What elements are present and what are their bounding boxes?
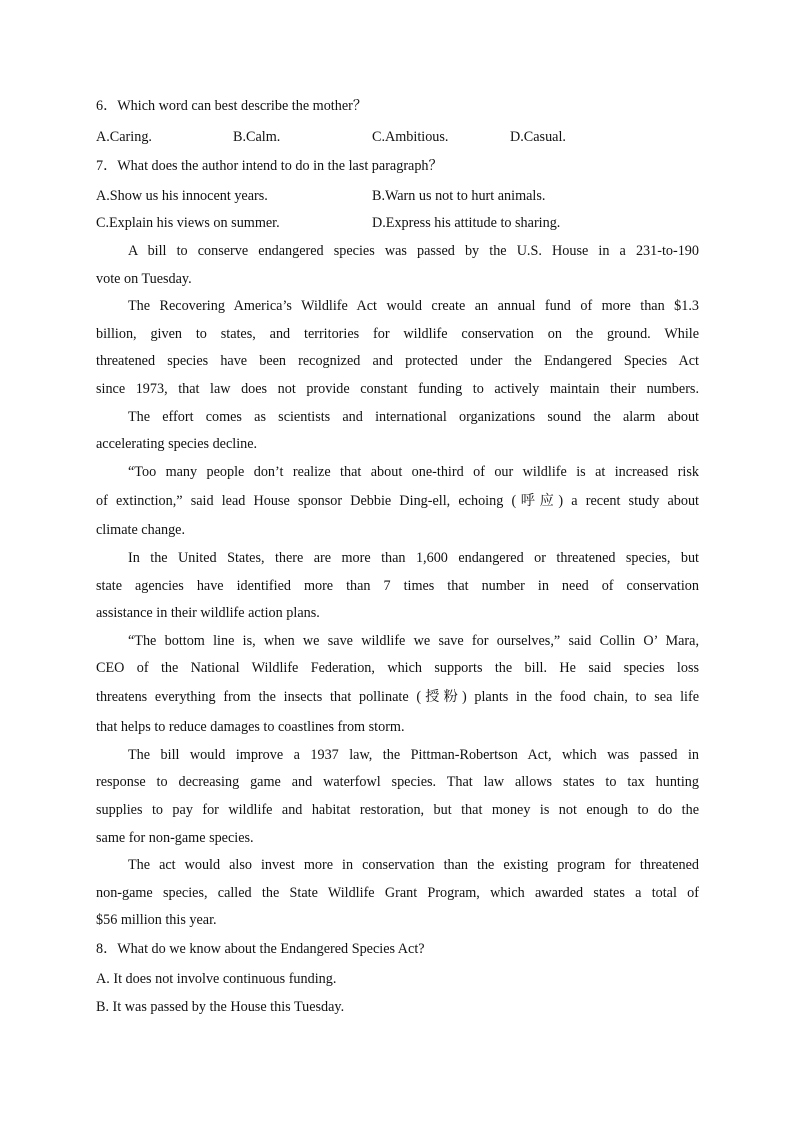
passage-p8-line-2: non-game species, called the State Wildlife Grant Program, which awarded states a total of [96,885,699,901]
q6-option-d: D.Casual. [510,129,566,145]
passage-p7-line-2: response to decreasing game and waterfowl species. That law allows states to tax hunting [96,774,699,790]
passage-p8-line-3: $56 million this year. [96,912,217,928]
passage-p2-line-1: The Recovering America’s Wildlife Act would create an annual fund of more than $1.3 [128,298,699,314]
passage-p5-line-2: state agencies have identified more than 7 times that number in need of conservation [96,578,699,594]
q7-option-a: A.Show us his innocent years. [96,188,268,204]
q7-option-d: D.Express his attitude to sharing. [372,215,561,231]
passage-p3-line-2: accelerating species decline. [96,436,258,452]
passage-p4-line-3: climate change. [96,522,186,538]
passage-p6-line-2: CEO of the National Wildlife Federation, which supports the bill. He said species loss [96,660,699,676]
passage-p5-line-1: In the United States, there are more than 1,600 endangered or threatened species, but [128,550,699,566]
q7-option-b: B.Warn us not to hurt animals. [372,188,546,204]
q6-option-c: C.Ambitious. [372,129,449,145]
passage-p2-line-2: billion, given to states, and territories for wildlife conservation on the ground. While [96,326,699,342]
passage-p8-line-1: The act would also invest more in conservation than the existing program for threatened [128,857,699,873]
question-7: 7．What does the author intend to do in the last paragraph？ [96,158,443,174]
passage-p6-line-1: “The bottom line is, when we save wildlife we save for ourselves,” said Collin O’ Mara, [128,633,699,649]
q7-option-c: C.Explain his views on summer. [96,215,280,231]
question-8: 8．What do we know about the Endangered Species Act? [96,941,425,957]
q8-option-a: A. It does not involve continuous funding. [96,971,337,987]
passage-p7-line-3: supplies to pay for wildlife and habitat restoration, but that money is not enough to do the [96,802,699,818]
passage-p7-line-4: same for non-game species. [96,830,254,846]
passage-p4-line-1: “Too many people don’t realize that about one-third of our wildlife is at increased risk [128,464,699,480]
question-6: 6．Which word can best describe the mother？ [96,98,368,114]
passage-p4-line-2: of extinction,” said lead House sponsor Debbie Ding-ell, echoing (呼应) a recent study about [96,493,699,509]
q6-option-b: B.Calm. [233,129,281,145]
passage-p5-line-3: assistance in their wildlife action plans. [96,605,320,621]
passage-p7-line-1: The bill would improve a 1937 law, the Pittman-Robertson Act, which was passed in [128,747,699,763]
passage-p3-line-1: The effort comes as scientists and international organizations sound the alarm about [128,409,699,425]
passage-p2-line-4: since 1973, that law does not provide constant funding to actively maintain their numbers. [96,381,699,397]
passage-p6-line-3: threatens everything from the insects that pollinate (授粉) plants in the food chain, to sea life [96,689,699,705]
passage-p6-line-4: that helps to reduce damages to coastlines from storm. [96,719,405,735]
q6-option-a: A.Caring. [96,129,152,145]
passage-p1-line-1: A bill to conserve endangered species was passed by the U.S. House in a 231-to-190 [128,243,699,259]
passage-p1-line-2: vote on Tuesday. [96,271,192,287]
passage-p2-line-3: threatened species have been recognized and protected under the Endangered Species Act [96,353,699,369]
q8-option-b: B. It was passed by the House this Tuesday. [96,999,345,1015]
